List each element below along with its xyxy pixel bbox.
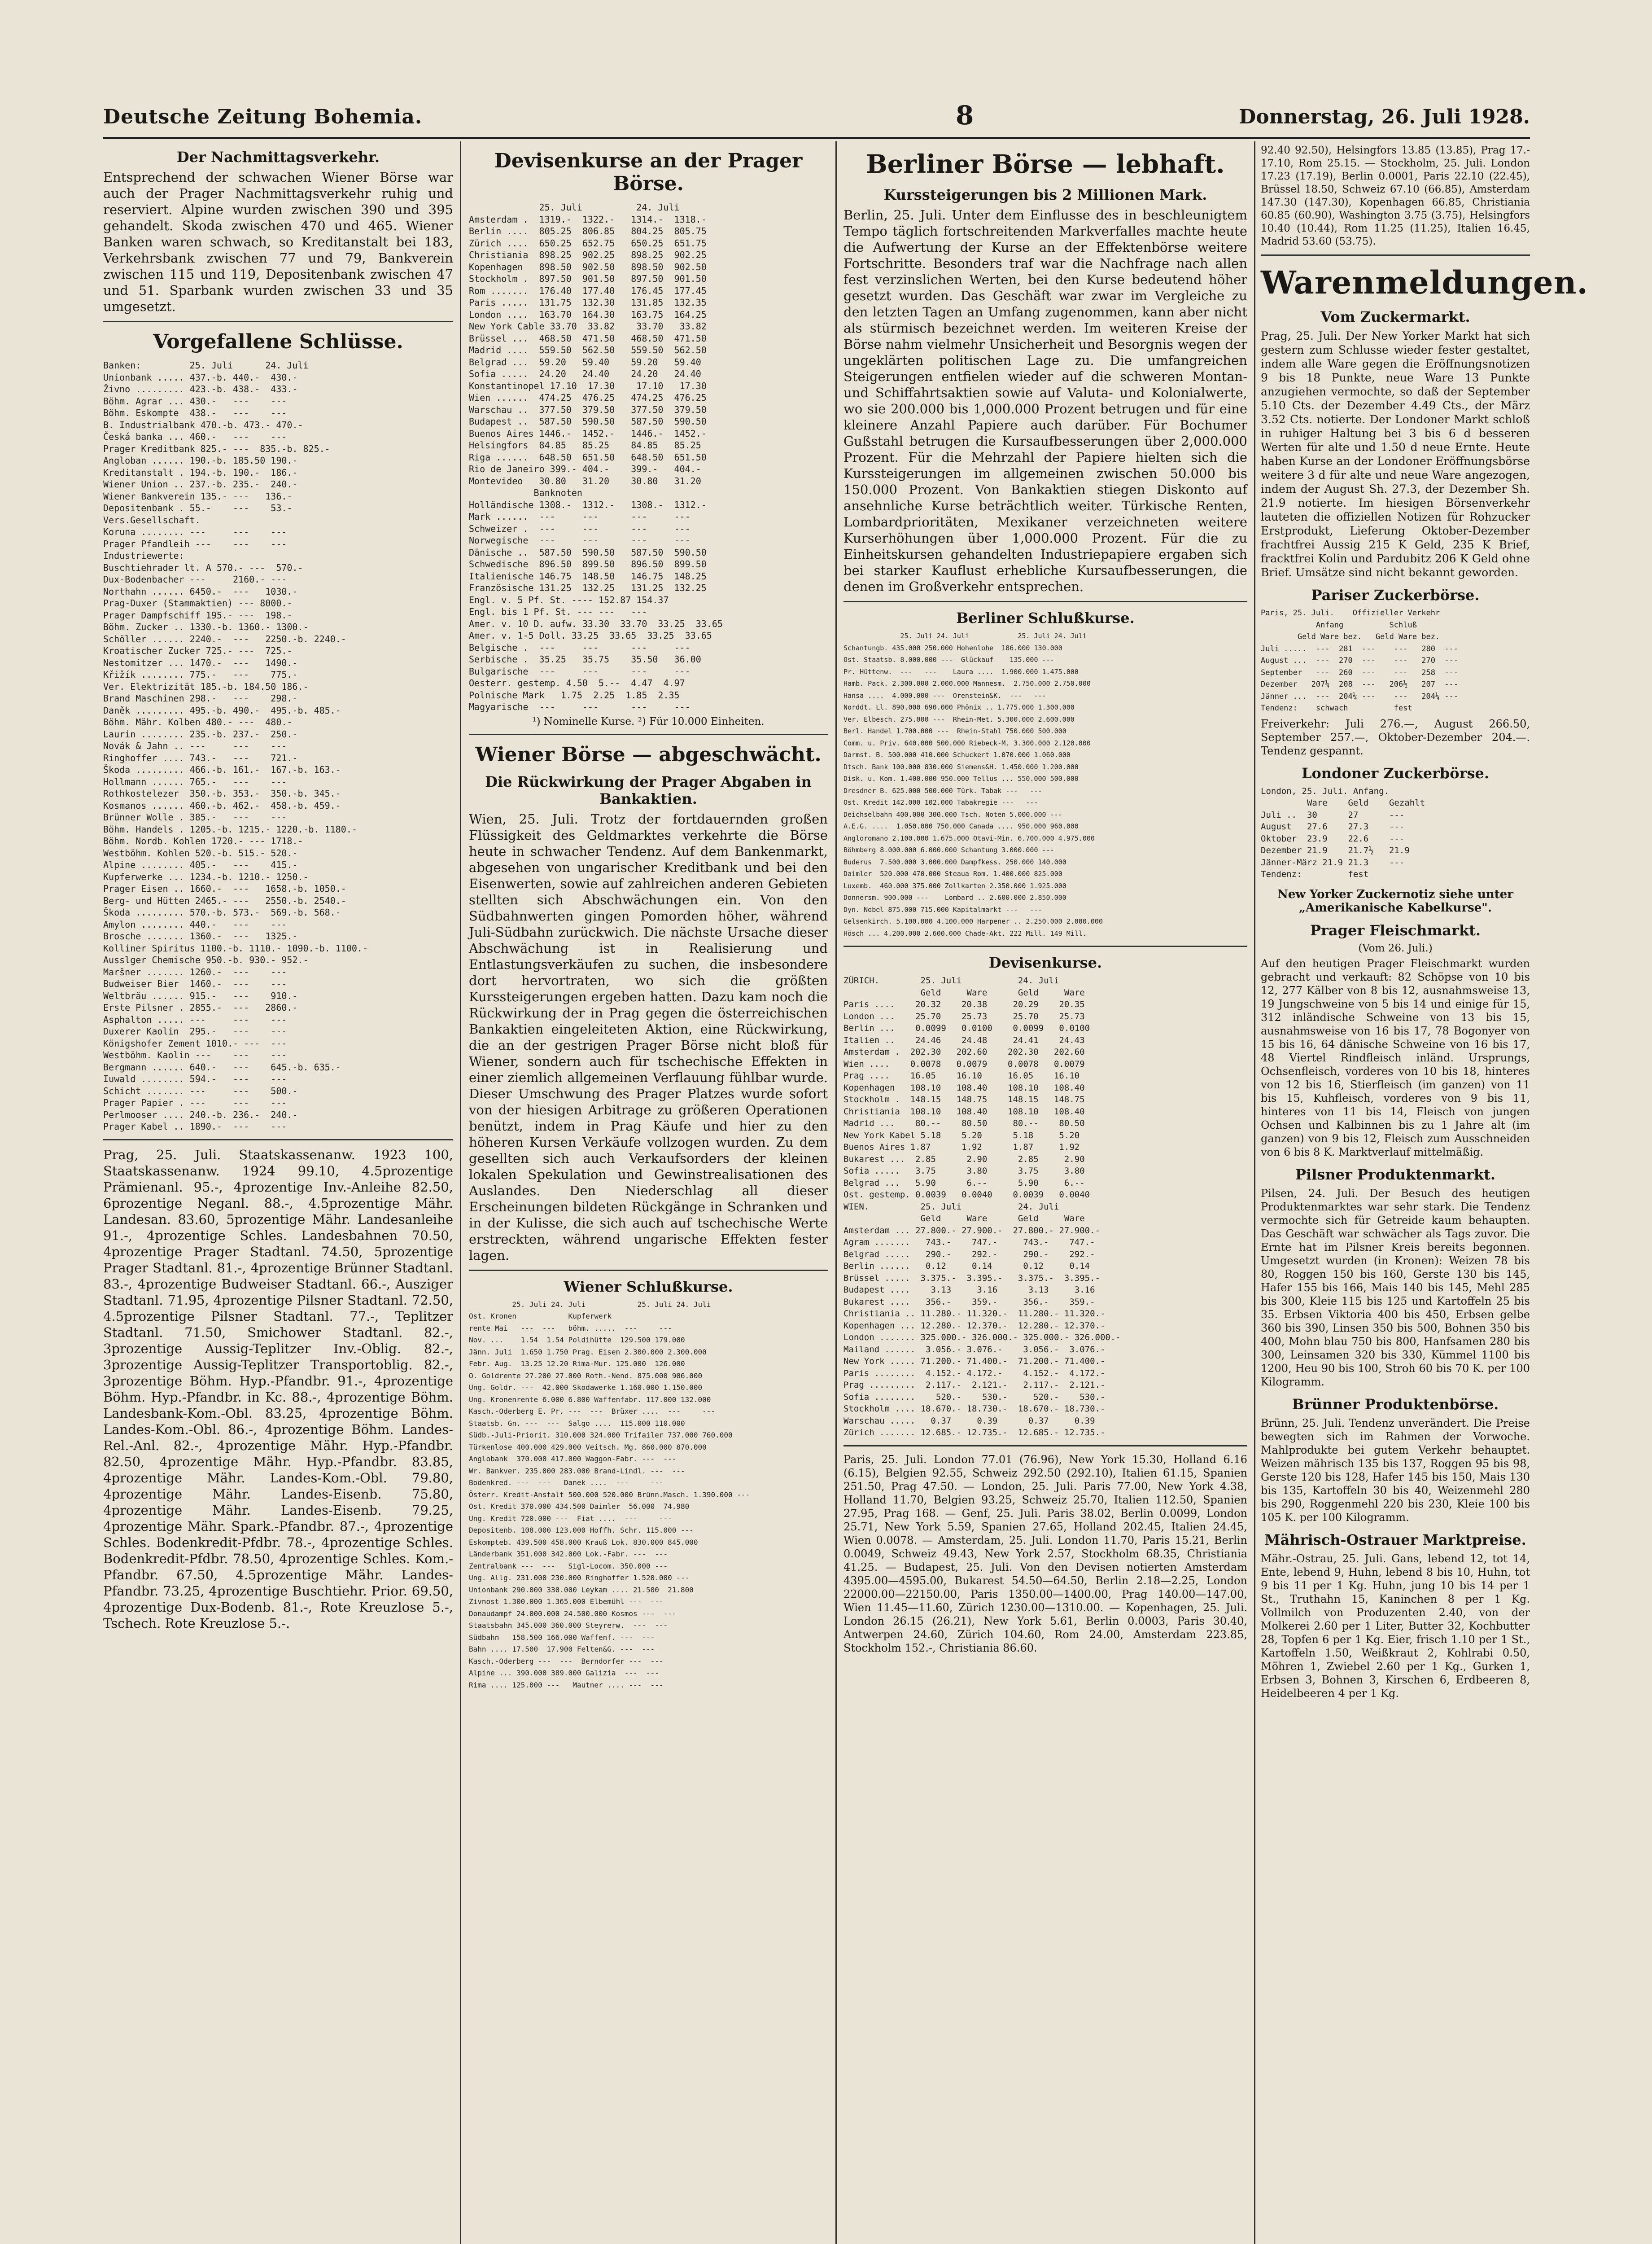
pilsner-article: Pilsen, 24. Juli. Der Besuch des heutigen Produktenmarktes war sehr stark. Die Tendenz vermochte sich für Getreide kaum behaupten. Das Geschäft war schwächer als Tags zuvor. Die Ernte hat im Pilsner Kreis bereits begonnen. Umgesetzt wurden (in Kronen): Weizen 78 bis 80, Roggen 150 bis 160, Gerste 130 bis 145, Hafer 155 bis 166, Mais 140 bis 145, Mehl 285 bis 300, Kleie 115 bis 125 und Kartoffeln 25 bis 35. Erbsen Viktoria 400 bis 450, Erbsen gelbe 360 bis 390, Linsen 350 bis 500, Bohnen 350 bis 400, Mohn blau 750 bis 800, Hanfsamen 280 bis 300, Leinsamen 320 bis 330, Kümmel 1100 bis 1200, Heu 90 bis 100, Stroh 60 bis 70 K. per 100 Kilogramm. — [1261, 1187, 1530, 1388]
newspaper-name: Deutsche Zeitung Bohemia. — [103, 105, 423, 128]
table-row: Ware Geld Gezahlt — [1261, 798, 1425, 808]
london-zucker-table — [1261, 785, 1530, 881]
schluesse-heading: Vorgefallene Schlüsse. — [153, 330, 403, 353]
table-row: Ringhoffer .... 743.- --- 721.- — [103, 752, 298, 763]
table-row: Alpine ... 390.000 389.000 Galizia --- --- — [469, 1669, 659, 1677]
table-row: Nov. ... 1.54 1.54 Poldihütte 129.500 179.000 — [469, 1336, 685, 1344]
table-row: August ... --- 270 --- --- 270 --- — [1261, 656, 1459, 665]
table-row: Türkenlose 400.000 429.000 Veitsch. Mg. 860.000 870.000 — [469, 1442, 707, 1451]
table-row: Brand Maschinen 298.- --- 298.- — [103, 693, 298, 704]
column-2 — [469, 141, 828, 2244]
table-row: Mark ...... --- --- --- --- — [469, 511, 691, 522]
stockholm-article: 92.40 92.50), Helsingfors 13.85 (13.85), Prag 17.- 17.10, Rom 25.15. — Stockholm, 25. Juli. London 17.23 (17.19), Berlin 0.0001, Paris 22.10 (22.45), Brüssel 18.50, Schweiz 67.10 (66.85), Amsterdam 147.30 (147.30), Kopenhagen 66.85, Christiania 60.85 (60.90), Washington 3.75 (3.75), Helsingfors 10.40 (10.44), Rom 11.25 (11.25), Italien 16.45, Madrid 53.60 (53.75). — [1261, 145, 1530, 247]
table-row: Berlin ...... 0.12 0.14 0.12 0.14 — [843, 1261, 1090, 1271]
table-row: Paris ..... 131.75 132.30 131.85 132.35 — [469, 297, 707, 308]
table-row: Ung. Goldr. --- 42.000 Skodawerke 1.160.000 1.150.000 — [469, 1383, 703, 1392]
table-row: Zürich .... 650.25 652.75 650.25 651.75 — [469, 237, 707, 249]
table-row: Westböhm. Kaolin --- --- --- — [103, 1050, 287, 1061]
table-row: Ost. Staatsb. 8.000.000 --- Glückauf 135.000 --- — [843, 656, 1054, 664]
table-row: Stockholm .... 18.670.- 18.730.- 18.670.- 18.730.- — [843, 1404, 1106, 1414]
table-row: Holländische 1308.- 1312.- 1308.- 1312.- — [469, 499, 707, 510]
table-row: Paris ........ 4.152.- 4.172.- 4.152.- 4.172.- — [843, 1368, 1106, 1378]
table-row: Dyn. Nobel 875.000 715.000 Kapitalmarkt --- --- — [843, 905, 1042, 914]
table-row: Rima .... 125.000 --- Mautner .... --- --- — [469, 1680, 664, 1689]
column-1 — [103, 141, 453, 2244]
pilsner-heading: Pilsner Produktenmarkt. — [1295, 1166, 1496, 1183]
table-row: Asphalton ..... --- --- --- — [103, 1014, 287, 1025]
table-row: Maršner ....... 1260.- --- --- — [103, 966, 287, 977]
table-row: Tendenz: schwach fest — [1261, 704, 1412, 713]
table-row: Schantungb. 435.000 250.000 Hohenlohe 186.000 130.000 — [843, 644, 1062, 652]
table-row: Amsterdam ... 27.800.- 27.900.- 27.800.- 27.900.- — [843, 1225, 1100, 1236]
table-row: Daimler 520.000 470.000 Steaua Rom. 1.400.000 825.000 — [843, 870, 1062, 878]
table-row: Brünner Wolle . 385.- --- --- — [103, 812, 287, 823]
table-row: Juli .. 30 27 --- — [1261, 810, 1405, 820]
table-row: Erste Pilsner . 2855.- --- 2860.- — [103, 1002, 298, 1013]
table-row: Iuwald ........ 594.- --- --- — [103, 1074, 287, 1084]
table-row: Kroatischer Zucker 725.- --- 725.- — [103, 645, 293, 656]
table-row: Hansa .... 4.000.000 --- Orenstein&K. --- --- — [843, 691, 1046, 700]
section-rule — [469, 734, 828, 735]
table-row: New York Cable 33.70 33.82 33.70 33.82 — [469, 321, 707, 332]
table-row: Ost. gestemp. 0.0039 0.0040 0.0039 0.0040 — [843, 1190, 1090, 1200]
table-row: Rom ....... 176.40 177.40 176.45 177.45 — [469, 285, 707, 296]
table-row: Buderus 7.500.000 3.000.000 Dampfkess. 250.000 140.000 — [843, 858, 1066, 866]
table-row: Depositenbank . 55.- --- 53.- — [103, 503, 293, 513]
zucker-article: Prag, 25. Juli. Der New Yorker Markt hat sich gestern zum Schlusse wieder fester gestaltet, indem alle Ware gegen die Eröffnungsnotizen 9 bis 18 Punkte, neue Ware 13 Punkte anzugiehen vermochte, so daß der September 5.10 Cts. der Dezember 4.49 Cts., der März 3.52 Cts. notierte. Der Londoner Markt schloß in ruhiger Haltung bei 3 bis 6 d besseren Werten für alte und 1.50 d neue Ernte. Heute haben Kurse an der Londoner Eröffnungsbörse weitere 3 d für alte und neue Ware angezogen, indem der August Sh. 27.3, der Dezember Sh. 21.9 notierte. Im hiesigen Börsenverkehr lauteten die offiziellen Notizen für Rohzucker Erstprodukt, Lieferung Oktober-Dezember frachtfrei Aussig 215 K Geld, 235 K Brief, fracktfrei Kolin und Pardubitz 206 K Geld ohne Brief. Umsätze sind nicht bekannt geworden. — [1261, 329, 1530, 579]
table-row: Dezember 21.9 21.7½ 21.9 — [1261, 846, 1410, 855]
table-row: Berg- und Hütten 2465.- --- 2550.-b. 2540.- — [103, 895, 346, 906]
bruenn-article: Brünn, 25. Juli. Tendenz unverändert. Die Preise bewegten sich im Rahmen der Vorwoche. Mahlprodukte bei gutem Verkehr behauptet. Weizen mährisch 135 bis 137, Roggen 95 bis 98, Gerste 120 bis 128, Hafer 145 bis 150, Mais 130 bis 135, Kartoffeln 30 bis 40, Weizenmehl 280 bis 290, Roggenmehl 220 bis 230, Kleie 100 bis 105 K. per 100 Kilogramm. — [1261, 1416, 1530, 1524]
table-row: Prager Kreditbank 825.- --- 835.-b. 825.- — [103, 443, 330, 454]
fleisch-heading: Prager Fleischmarkt. — [1310, 921, 1481, 939]
table-row: Staatsbahn 345.000 360.000 Steyrerw. --- --- — [469, 1621, 668, 1630]
table-row: Dux-Bodenbacher --- 2160.- --- — [103, 574, 287, 585]
column-divider — [835, 141, 837, 2244]
table-row: Hösch ... 4.200.000 2.600.000 Chade-Akt. 222 Mill. 149 Mill. — [843, 929, 1087, 938]
table-row: Mailand ...... 3.056.- 3.076.- 3.056.- 3.076.- — [843, 1344, 1106, 1354]
table-row: Hamb. Pack. 2.300.000 2.000.000 Mannesm. 2.750.000 2.750.000 — [843, 679, 1091, 688]
table-row: Warschau ..... 0.37 0.39 0.37 0.39 — [843, 1416, 1095, 1426]
table-row: Rothkostelezer 350.-b. 353.- 350.-b. 345.- — [103, 788, 341, 799]
wiener-heading: Wiener Börse — abgeschwächt. — [475, 743, 822, 766]
table-row: Dezember 207¼ 208 --- 206½ 207 --- — [1261, 680, 1459, 689]
table-row: Oktober 23.9 22.6 --- — [1261, 833, 1405, 844]
table-row: Engl. bis 1 Pf. St. --- --- --- — [469, 606, 647, 617]
table-row: Montevideo 30.80 31.20 30.80 31.20 — [469, 475, 701, 486]
zucker-heading: Vom Zuckermarkt. — [1320, 308, 1470, 325]
table-row: Depositenb. 108.000 123.000 Hoffh. Schr. 115.000 --- — [469, 1526, 694, 1534]
table-row: New York ..... 71.200.- 71.400.- 71.200.- 71.400.- — [843, 1356, 1106, 1366]
table-row: Agram ....... 743.- 747.- 743.- 747.- — [843, 1237, 1095, 1247]
table-row: Wr. Bankver. 235.000 283.000 Brand-Lindl. --- --- — [469, 1466, 685, 1475]
table-row: Kolliner Spiritus 1100.-b. 1110.- 1090.-b. 1100.- — [103, 942, 368, 954]
table-row: Jänner-März 21.9 21.3 --- — [1261, 857, 1405, 868]
table-row: Angloromano 2.100.000 1.675.000 Otavi-Min. 6.700.000 4.975.000 — [843, 834, 1095, 842]
table-row: Industriewerte: — [103, 550, 184, 561]
table-row: Budweiser Bier 1460.- --- --- — [103, 978, 287, 989]
wiener-schluss-table — [469, 1299, 828, 1692]
table-row: Vers.Gesellschaft. — [103, 514, 201, 526]
table-row: Ung. Allg. 231.000 230.000 Ringhoffer 1.520.000 --- — [469, 1573, 690, 1582]
table-row: Jänn. Juli 1.650 1.750 Prag. Eisen 2.300.000 2.300.000 — [469, 1347, 707, 1356]
table-row: Belgrad ... 5.90 6.-- 5.90 6.-- — [843, 1178, 1085, 1188]
table-row: Zivnost 1.300.000 1.365.000 Elbemühl --- --- — [469, 1597, 664, 1606]
table-row: 25. Juli 24. Juli 25. Juli 24. Juli — [469, 1300, 711, 1309]
table-row: Südb.-Juli-Priorit. 310.000 324.000 Trifailer 737.000 760.000 — [469, 1431, 733, 1439]
table-row: 25. Juli 24. Juli — [469, 202, 680, 213]
table-row: Duxerer Kaolin 295.- --- --- — [103, 1026, 287, 1037]
table-row: Buenos Aires 1446.- 1452.- 1446.- 1452.- — [469, 428, 707, 439]
bruenn-heading: Brünner Produktenbörse. — [1292, 1395, 1499, 1413]
devisen-table — [469, 202, 828, 713]
table-row: Laurin ........ 235.-b. 237.- 250.- — [103, 728, 298, 740]
table-row: Alpine ........ 405.- --- 415.- — [103, 859, 298, 870]
table-row: Zentralbank --- --- Sigl-Locom. 350.000 --- — [469, 1561, 668, 1570]
table-row: Bulgarische --- --- --- --- — [469, 666, 691, 677]
column-3 — [843, 141, 1247, 2244]
table-row: Prager Dampfschiff 195.- --- 198.- — [103, 609, 293, 621]
table-row: Amsterdam . 1319.- 1322.- 1314.- 1318.- — [469, 214, 707, 225]
table-row: Darmst. B. 500.000 410.000 Schuckert 1.070.000 1.060.000 — [843, 751, 1071, 759]
page-number: 8 — [956, 100, 974, 131]
table-row: London .... 163.70 164.30 163.75 164.25 — [469, 309, 707, 320]
table-row: Geld Ware bez. Geld Ware bez. — [1261, 632, 1440, 641]
table-row: Polnische Mark 1.75 2.25 1.85 2.35 — [469, 689, 680, 701]
table-row: Engl. v. 5 Pf. St. ---- 152.87 154.37 — [469, 594, 669, 605]
table-row: Angloban ...... 190.-b. 185.50 190.- — [103, 455, 298, 466]
nachmittag-heading: Der Nachmittagsverkehr. — [176, 149, 380, 166]
section-rule — [843, 1445, 1247, 1446]
table-row: Christiania .. 11.280.- 11.320.- 11.280.- 11.320.- — [843, 1309, 1106, 1319]
table-row: Kreditanstalt . 194.-b. 190.- 186.- — [103, 467, 298, 478]
table-row: Oesterr. gestemp. 4.50 5.-- 4.47 4.97 — [469, 678, 685, 688]
table-row: Buschtiehrader lt. A 570.- --- 570.- — [103, 562, 303, 573]
table-row: Norwegische --- --- --- --- — [469, 535, 691, 546]
table-row: Sofia ..... 24.20 24.40 24.20 24.40 — [469, 368, 701, 379]
table-row: B. Industrialbank 470.-b. 473.- 470.- — [103, 419, 303, 430]
table-row: Prag .... 16.05 16.10 16.05 16.10 — [843, 1071, 1080, 1081]
table-row: Prag-Duxer (Stammaktien) --- 8000.- — [103, 598, 293, 609]
table-row: Bukarest .... 356.- 359.- 356.- 359.- — [843, 1297, 1095, 1307]
table-row: Länderbank 351.000 342.000 Lok.-Fabr. --- --- — [469, 1550, 668, 1558]
table-row: Königshofer Zement 1010.- --- --- — [103, 1038, 287, 1049]
berlin-subheading: Kurssteigerungen bis 2 Millionen Mark. — [883, 186, 1207, 203]
table-row: WIEN. 25. Juli 24. Juli — [843, 1201, 1059, 1212]
table-row: Donaudampf 24.000.000 24.500.000 Kosmos --- --- — [469, 1609, 677, 1618]
column-4 — [1261, 141, 1588, 2244]
ostrau-article: Mähr.-Ostrau, 25. Juli. Gans, lebend 12, tot 14, Ente, lebend 9, Huhn, lebend 8 bis 10, Huhn, tot 9 bis 11 per 1 Kg. Huhn, jung 10 bis 14 per 1 St., Truthahn 15, Kaninchen 8 per 1 Kg. Vollmilch von Produzenten 2.40, von der Molkerei 2.60 per 1 Liter, Butter 32, Kochbutter 28, Topfen 6 per 1 Kg. Eier, frisch 1.10 per 1 St., Kartoffeln 1.50, Weißkraut 2, Kohlrabi 0.50, Möhren 1, Zwiebel 2.60 per 1 Kg., Gurken 1, Erbsen 3, Bohnen 3, Kirschen 6, Erdbeeren 8, Heidelbeeren 4 per 1 Kg. — [1261, 1552, 1530, 1700]
table-row: Französische 131.25 132.25 131.25 132.25 — [469, 583, 707, 593]
table-row: Norddt. Ll. 890.000 690.000 Phönix .. 1.775.000 1.300.000 — [843, 703, 1075, 711]
table-row: Banknoten — [469, 487, 582, 498]
table-row: Kasch.-Oderberg E. Pr. --- --- Brüxer .... --- --- — [469, 1407, 716, 1416]
table-row: Österr. Kredit-Anstalt 500.000 520.000 Brünn.Masch. 1.390.000 --- — [469, 1490, 750, 1499]
table-row: Westböhm. Kohlen 520.-b. 515.- 520.- — [103, 847, 298, 859]
table-row: Unionbank 290.000 330.000 Leykam .... 21.500 21.800 — [469, 1585, 694, 1594]
table-row: Česká banka ... 460.- --- --- — [103, 431, 287, 442]
table-row: Eskompteb. 439.500 458.000 Krauß Lok. 830.000 845.000 — [469, 1538, 698, 1547]
table-row: Ost. Kronen Kupferwerk — [469, 1312, 612, 1320]
table-row: Disk. u. Kom. 1.400.000 950.000 Tellus ... 550.000 500.000 — [843, 775, 1079, 783]
table-row: Paris .... 20.32 20.38 20.29 20.35 — [843, 999, 1085, 1009]
table-row: Berlin ... 0.0099 0.0100 0.0099 0.0100 — [843, 1023, 1090, 1033]
table-row: Riga ...... 648.50 651.50 648.50 651.50 — [469, 451, 707, 463]
table-row: Deichselbahn 400.000 300.000 Tsch. Noten 5.000.000 --- — [843, 810, 1062, 819]
table-row: Stockholm . 897.50 901.50 897.50 901.50 — [469, 273, 707, 284]
table-row: Pr. Hüttenw. --- --- Laura .... 1.900.000 1.475.000 — [843, 667, 1079, 676]
table-row: Ver. Elektrizität 185.-b. 184.50 186.- — [103, 681, 309, 692]
table-row: Ost. Kredit 142.000 102.000 Tabakregie --- --- — [843, 798, 1038, 806]
ny-zucker-note: New Yorker Zuckernotiz siehe unter „Amerikanische Kabelkurse". — [1277, 887, 1513, 915]
table-row: Daněk ......... 495.-b. 490.- 495.-b. 485.- — [103, 705, 341, 716]
table-row: Schwedische 896.50 899.50 896.50 899.50 — [469, 559, 707, 570]
table-row: Geld Ware Geld Ware — [843, 1214, 1085, 1223]
fleisch-date: (Vom 26. Juli.) — [1358, 942, 1433, 954]
page-header — [103, 96, 1530, 139]
table-row: Anglobank 370.000 417.000 Waggon-Fabr. --- --- — [469, 1455, 677, 1463]
table-row: Amer. v. 1-5 Doll. 33.25 33.65 33.25 33.65 — [469, 630, 712, 641]
table-row: Schweizer . --- --- --- --- — [469, 523, 691, 534]
table-row: Kopenhagen ... 12.280.- 12.370.- 12.280.- 12.370.- — [843, 1320, 1106, 1331]
table-row: Madrid ... 80.-- 80.50 80.-- 80.50 — [843, 1118, 1085, 1128]
table-row: O. Goldrente 27.200 27.000 Roth.-Nend. 875.000 906.000 — [469, 1371, 703, 1380]
table-row: Budapest .. 587.50 590.50 587.50 590.50 — [469, 416, 707, 427]
london-zucker-heading: Londoner Zuckerbörse. — [1301, 764, 1490, 782]
table-row: Prag ......... 2.117.- 2.121.- 2.117.- 2.121.- — [843, 1380, 1106, 1390]
table-row: Ver. Elbesch. 275.000 --- Rhein-Met. 5.300.000 2.600.000 — [843, 715, 1075, 723]
table-row: Unionbank ..... 437.-b. 440.- 430.- — [103, 372, 298, 383]
section-rule — [103, 1139, 453, 1140]
section-rule — [103, 321, 453, 322]
table-row: Kopenhagen 898.50 902.50 898.50 902.50 — [469, 261, 707, 272]
table-row: Juli ..... --- 281 --- --- 280 --- — [1261, 644, 1459, 653]
table-row: Warschau .. 377.50 379.50 377.50 379.50 — [469, 404, 707, 415]
table-row: Kupferwerke ... 1234.-b. 1210.- 1250.- — [103, 871, 309, 882]
ostrau-heading: Mährisch-Ostrauer Marktpreise. — [1264, 1531, 1526, 1548]
table-row: Prager Papier . --- --- --- — [103, 1097, 287, 1108]
section-rule — [1261, 254, 1530, 256]
table-row: Prager Eisen .. 1660.- --- 1658.-b. 1050.- — [103, 883, 346, 894]
table-row: Škoda ......... 466.-b. 161.- 167.-b. 163.- — [103, 764, 341, 775]
table-row: Belgrad ... 59.20 59.40 59.20 59.40 — [469, 356, 701, 368]
berlin-heading: Berliner Börse — lebhaft. — [866, 149, 1225, 179]
wiener-article: Wien, 25. Juli. Trotz der fortdauernden großen Flüssigkeit des Geldmarktes verkehrte die Börse heute in schwacher Tendenz. Auf dem Bankenmarkt, abgesehen von ungarischer Kreditbank und bei den Eisenwerten, sowie auf zahlreichen anderen Gebieten stellten sich Abschwächungen ein. Von den Südbahnwerten gingen Pomorden höher, während Juli-Südbahn zurückwich. Die nächste Ursache dieser Abschwächung ist in Realisierung und Entlastungsverkäufen zu suchen, die insbesondere dort hervortraten, wo sich die größten Kurssteigerungen ergeben hatten. Dazu kam noch die Rückwirkung der in Prag gegen die österreichischen Bankaktien eingeleiteten Aktion, eine Rückwirkung, die an der gestrigen Prager Börse nicht bloß für Wiener, sondern auch für tschechische Effekten in einer ziemlich allgemeinen Verflauung fühlbar wurde. Dieser Umschwung des Prager Platzes wurde sofort von der hiesigen Arbitrage zu größeren Operationen benützt, indem in Prag Käufe und hier zu den höheren Kursen Verkäufe vollzogen wurden. Zu dem gesellten sich auch Verkaufsorders der kleinen lokalen Spekulation und Gewinstrealisationen des Auslandes. Den Niederschlag all dieser Erscheinungen bildeten Rückgänge in Schranken und in der Kulisse, die sich auch auf tschechische Werte erstreckten, während ungarische Effekten fester lagen. — [469, 811, 828, 1263]
table-row: Perlmooser .... 240.-b. 236.- 240.- — [103, 1109, 298, 1120]
table-row: September --- 260 --- --- 258 --- — [1261, 668, 1459, 677]
table-row: London ... 25.70 25.73 25.70 25.73 — [843, 1011, 1085, 1021]
section-rule — [843, 601, 1247, 602]
table-row: Ung. Kronenrente 6.000 6.800 Waffenfabr. 117.000 132.000 — [469, 1395, 711, 1404]
table-row: Dresdner B. 625.000 500.000 Türk. Tabak --- --- — [843, 786, 1042, 795]
table-row: Novák & Jahn .. --- --- --- — [103, 741, 287, 751]
table-row: A.E.G. .... 1.050.000 750.000 Canada .... 950.000 960.000 — [843, 822, 1079, 830]
table-row: Bahn .... 17.500 17.900 Felten&G. --- --- — [469, 1645, 655, 1653]
table-row: Böhm. Agrar ... 430.- --- --- — [103, 395, 287, 407]
prag-bonds-article: Prag, 25. Juli. Staatskassenanw. 1923 100, Staatskassenanw. 1924 99.10, 4.5prozentige Prämienanl. 95.-, 4prozentige Inv.-Anleihe 82.50, 6prozentige Neganl. 88.-, 4.5prozentige Mähr. Landesan. 83.60, 5prozentige Mähr. Landesanleihe 91.-, 4prozentige Schles. Landesbahnen 70.50, 4prozentige Prager Stadtanl. 74.50, 5prozentige Prager Stadtanl. 81.-, 4prozentige Brünner Stadtanl. 83.-, 4prozentige Budweiser Stadtanl. 66.-, Ausziger Stadtanl. 71.95, 4prozentige Pilsner Stadtanl. 72.50, 4.5prozentige Pilsner Stadtanl. 77.-, Teplitzer Stadtanl. 71.50, Smichower Stadtanl. 82.-, 3prozentige Aussig-Teplitzer Inv.-Oblig. 82.-, 3prozentige Aussig-Teplitzer Transportoblig. 82.-, 3prozentige Böhm. Hyp.-Pfandbr. 91.-, 4prozentige Böhm. Hyp.-Pfandbr. in Kc. 88.-, 4prozentige Böhm. Landesbank-Kom.-Obl. 83.25, 4prozentige Böhm. Landes-Kom.-Obl. 86.-, 4prozentige Böhm. Landes-Rel.-Anl. 82.-, 4prozentige Mähr. Hyp.-Pfandbr. 82.50, 4prozentige Mähr. Hyp.-Pfandbr. 83.85, 4prozentige Mähr. Landes-Kom.-Obl. 79.80, 4prozentige Mähr. Landes-Eisenb. 75.80, 4prozentige Mähr. Landes-Eisenb. 79.25, 4prozentige Mähr. Spark.-Pfandbr. 87.-, 4prozentige Schles. Bodenkredit-Pfdbr. 78.-, 4prozentige Schles. Bodenkredit-Pfdbr. 78.50, 4prozentige Schles. Kom.-Pfandbr. 67.50, 4.5prozentige Mähr. Landes-Pfandbr. 73.25, 4prozentige Buschtiehr. Prior. 69.50, 4prozentige Dux-Bodenb. 81.-, Rote Kreuzlose 5.-, Tschech. Rote Kreuzlose 5.-. — [103, 1147, 453, 1631]
table-row: Serbische . 35.25 35.75 35.50 36.00 — [469, 654, 701, 665]
table-row: Banken: 25. Juli 24. Juli — [103, 360, 309, 371]
berlin-article: Berlin, 25. Juli. Unter dem Einflusse des in beschleunigtem Tempo täglich fortschreitenden Markverfalles machte heute die Aufwertung der Kurse an der Effektenbörse weitere Fortschritte. Besonders traf war die Nachfrage nach allen fest verzinslichen Werten, bei den Kurse bedeutend höher gesetzt wurden. Das Geschäft war zwar im Vergleiche zu den letzten Tagen an Umfang zugenommen, kann aber nicht als stürmisch bezeichnet werden. Im weiteren Kreise der Börse nahm vielmehr Unsicherheit und Besorgnis wegen der ungeklärten politischen Lage zu. Die umfangreichen Steigerungen entfielen wieder auf die schweren Montan- und Schiffahrtsaktien sowie auf Valuta- und Kolonialwerte, wo sie 200.000 bis 1,000.000 Prozent betrugen und für eine kleinere Anzahl Papiere auch darüber. Für Bochumer Gußstahl betrugen die Kursaufbesserungen über 2,000.000 Prozent. Für die Mehrzahl der Papiere hielten sich die Kurssteigerungen im allgemeinen zwischen 50.000 bis 150.000 Prozent. Von Bankaktien stiegen Diskonto auf ansehnliche Kurse beträchtlich weiter. Türkische Renten, Lombardprioritäten, Mexikaner verzeichneten weitere Kurserhöhungen über 1,000.000 Prozent. Für die zu Einheitskursen gehandelten Industriepapiere ergaben sich bei starker Kauflust erhebliche Kursaufbesserungen, die denen im Großverkehr entsprechen. — [843, 207, 1247, 594]
table-row: rente Mai --- --- böhm. ..... --- --- — [469, 1324, 672, 1332]
table-row: Paris, 25. Juli. Offizieller Verkehr — [1261, 609, 1440, 618]
table-row: Budapest .... 3.13 3.16 3.13 3.16 — [843, 1285, 1095, 1295]
table-row: Buenos Aires 1.87 1.92 1.87 1.92 — [843, 1142, 1080, 1152]
table-row: Kasch.-Oderberg --- --- Berndorfer --- --- — [469, 1657, 664, 1665]
table-row: Prager Pfandleih --- --- --- — [103, 538, 287, 549]
table-row: Ausslger Chemische 950.-b. 930.- 952.- — [103, 955, 309, 965]
table-row: Bukarest ... 2.85 2.90 2.85 2.90 — [843, 1154, 1085, 1164]
section-rule — [469, 1270, 828, 1271]
table-row: Konstantinopel 17.10 17.30 17.10 17.30 — [469, 380, 707, 391]
table-row: Dänische .. 587.50 590.50 587.50 590.50 — [469, 547, 707, 558]
table-row: Bergmann ...... 640.- --- 645.-b. 635.- — [103, 1061, 341, 1073]
table-row: Belgrad ..... 290.- 292.- 290.- 292.- — [843, 1249, 1095, 1259]
table-row: Zürich ....... 12.685.- 12.735.- 12.685.- 12.735.- — [843, 1428, 1106, 1438]
table-row: Berlin .... 805.25 806.85 804.25 805.75 — [469, 226, 707, 237]
table-row: Böhmberg 8.000.000 6.000.000 Schantung 3.000.000 --- — [843, 846, 1054, 854]
table-row: Comm. u. Priv. 640.000 500.000 Riebeck-M. 3.300.000 2.120.000 — [843, 739, 1091, 747]
table-row: 25. Juli 24. Juli 25. Juli 24. Juli — [843, 632, 1087, 640]
table-row: Böhm. Nordb. Kohlen 1720.- --- 1718.- — [103, 836, 303, 846]
table-row: Donnersm. 900.000 --- Lombard .. 2.600.000 2.850.000 — [843, 894, 1066, 902]
fleisch-article: Auf den heutigen Prager Fleischmarkt wurden gebracht und verkauft: 82 Schöpse von 10 bis 12, 277 Kälber von 8 bis 12, ausnahmsweise 13, 19 Jungschweine von 5 bis 14 und einige für 15, 312 inländische Schweine von 13 bis 15, ausnahmsweise von 16 bis 17, 78 Bogonyer von 15 bis 16, 64 dänische Schweine von 16 bis 17, 48 Viertel Rindfleisch inländ. Ursprungs, Ochsenfleisch, vorderes von 10 bis 18, hinteres von 12 bis 16, Stierfleisch (im ganzen) von 11 bis 15, Kuhfleisch, vorderes von 9 bis 11, hinteres von 11 bis 14, Fleisch von jungen Ochsen und Kalbinnen bis zu 1 Jahre alt (im ganzen) von 9 bis 12, Fleisch zum Ausschneiden von 6 bis 8 K. Marktverlauf mittelmäßig. — [1261, 957, 1530, 1158]
table-row: Berl. Handel 1.700.000 --- Rhein-Stahl 750.000 500.000 — [843, 727, 1066, 735]
table-row: Stockholm . 148.15 148.75 148.15 148.75 — [843, 1095, 1085, 1104]
table-row: Bodenkred. --- --- Danek .... --- --- — [469, 1478, 664, 1487]
table-row: Helsingfors 84.85 85.25 84.85 85.25 — [469, 440, 701, 451]
table-row: Amylon ........ 440.- --- --- — [103, 919, 287, 930]
table-row: Magyarische --- --- --- --- — [469, 701, 691, 712]
column-divider — [460, 141, 461, 2244]
table-row: Dtsch. Bank 100.000 830.000 Siemens&H. 1.450.000 1.200.000 — [843, 763, 1079, 771]
table-row: Christiania 898.25 902.25 898.25 902.25 — [469, 250, 707, 260]
table-row: Wien ...... 474.25 476.25 474.25 476.25 — [469, 392, 707, 403]
table-row: Hollmann ...... 765.- --- --- — [103, 776, 287, 787]
table-row: Škoda ......... 570.-b. 573.- 569.-b. 568.- — [103, 907, 341, 918]
table-row: Böhm. Mähr. Kolben 480.- --- 480.- — [103, 717, 293, 728]
devisen-footnote: ¹) Nominelle Kurse. ²) Für 10.000 Einheiten. — [532, 715, 765, 728]
paris-zucker-heading: Pariser Zuckerbörse. — [1311, 587, 1480, 604]
table-row: Kosmanos ...... 460.-b. 462.- 458.-b. 459.- — [103, 800, 341, 811]
table-row: Wiener Union .. 237.-b. 235.- 240.- — [103, 479, 298, 490]
table-row: Jänner ... --- 204¼ --- --- 204¼ --- — [1261, 692, 1459, 701]
table-row: ZÜRICH. 25. Juli 24. Juli — [843, 976, 1059, 986]
wiener-schluss-heading: Wiener Schlußkurse. — [564, 1278, 733, 1295]
paris-zucker-table — [1261, 607, 1530, 714]
table-row: Amer. v. 10 D. aufw. 33.30 33.70 33.25 33.65 — [469, 618, 723, 629]
berlin-schluss-table — [843, 630, 1247, 939]
berlin-schluss-heading: Berliner Schlußkurse. — [956, 609, 1135, 627]
nachmittag-article: Entsprechend der schwachen Wiener Börse war auch der Prager Nachmittagsverkehr ruhig und reserviert. Alpine wurden zwischen 390 und 395 gehandelt. Skoda zwischen 470 und 465. Wiener Banken waren schwach, so Kreditanstalt bei 183, Verkehrsbank zwischen 77 und 79, Bankverein zwischen 115 und 119, Depositenbank zwischen 47 und 51. Sparbank wurden zwischen 33 und 35 umgesetzt. — [103, 170, 453, 314]
table-row: Febr. Aug. 13.25 12.20 Rima-Mur. 125.000 126.000 — [469, 1359, 685, 1368]
table-row: Italienische 146.75 148.50 146.75 148.25 — [469, 570, 707, 582]
table-row: Wien .... 0.0078 0.0079 0.0078 0.0079 — [843, 1059, 1085, 1069]
table-row: Italien .. 24.46 24.48 24.41 24.43 — [843, 1035, 1085, 1045]
waren-heading: Warenmeldungen. — [1261, 264, 1588, 301]
column-divider — [1254, 141, 1255, 2244]
table-row: Brüssel ... 468.50 471.50 468.50 471.50 — [469, 333, 707, 344]
table-row: Schicht ....... --- --- 500.- — [103, 1085, 298, 1096]
issue-date: Donnerstag, 26. Juli 1928. — [1239, 105, 1530, 128]
table-row: Böhm. Eskompte 438.- --- --- — [103, 408, 287, 418]
table-row: Ung. Kredit 720.000 --- Fiat .... --- --- — [469, 1514, 672, 1523]
table-row: Prager Kabel .. 1890.- --- --- — [103, 1121, 287, 1132]
table-row: Wiener Bankverein 135.- --- 136.- — [103, 491, 293, 502]
table-row: Tendenz: fest — [1261, 869, 1369, 879]
paris-freiverkehr: Freiverkehr: Juli 276.—, August 266.50, September 257.—, Oktober-Dezember 204.—. Tendenz gespannt. — [1261, 717, 1530, 757]
table-row: Amsterdam . 202.30 202.60 202.30 202.60 — [843, 1047, 1085, 1057]
table-row: Sofia ........ 520.- 530.- 520.- 530.- — [843, 1392, 1106, 1402]
devisen-zurich-wien-table — [843, 975, 1247, 1439]
table-row: Schöller ...... 2240.- --- 2250.-b. 2240.- — [103, 633, 346, 644]
table-row: Kopenhagen 108.10 108.40 108.10 108.40 — [843, 1083, 1085, 1093]
table-row: Ost. Kredit 370.000 434.500 Daimler 56.000 74.980 — [469, 1502, 690, 1511]
wiener-subheading: Die Rückwirkung der Prager Abgaben in Bankaktien. — [485, 773, 812, 807]
table-row: August 27.6 27.3 --- — [1261, 822, 1405, 832]
devisen-zurich-heading: Devisenkurse. — [988, 954, 1102, 971]
table-row: Belgische . --- --- --- --- — [469, 642, 691, 653]
table-row: Živno ......... 423.-b. 438.- 433.- — [103, 384, 298, 394]
table-row: New York Kabel 5.18 5.20 5.18 5.20 — [843, 1130, 1080, 1140]
devisen-heading: Devisenkurse an der Prager Börse. — [494, 149, 803, 195]
section-rule — [843, 946, 1247, 947]
table-row: London ....... 325.000.- 326.000.- 325.000.- 326.000.- — [843, 1332, 1121, 1342]
table-row: Luxemb. 460.000 375.000 Zollkarten 2.350.000 1.925.000 — [843, 881, 1066, 890]
table-row: Křižík ........ 775.- --- 775.- — [103, 669, 298, 680]
table-row: Anfang Schluß — [1261, 620, 1417, 630]
table-row: Christiania 108.10 108.40 108.10 108.40 — [843, 1106, 1085, 1117]
table-row: Böhm. Zucker .. 1330.-b. 1360.- 1300.- — [103, 622, 309, 632]
foreign-exchange-article: Paris, 25. Juli. London 77.01 (76.96), New York 15.30, Holland 6.16 (6.15), Belgien 92.55, Schweiz 292.50 (292.10), Italien 61.15, Spanien 251.50, Prag 47.50. — London, 25. Juli. Paris 77.00, New York 4.38, Holland 11.70, Belgien 93.25, Schweiz 25.70, Italien 112.50, Spanien 27.95, Prag 168. — Genf, 25. Juli. Paris 38.02, Berlin 0.0099, London 25.71, New York 5.59, Spanien 27.65, Holland 202.45, Italien 24.45, Wien 0.0078. — Amsterdam, 25. Juli. London 11.70, Paris 15.21, Berlin 0.0049, Schweiz 49.43, New York 2.57, Stockholm 68.35, Christiania 41.25. — Budapest, 25. Juli. Von den Devisen notierten Amsterdam 4395.00—4595.00, Bukarest 54.50—64.50, Berlin 2.18—2.25, London 22000.00—22150.00, Paris 1350.00—1400.00, Prag 140.00—147.00, Wien 11.45—11.60, Zürich 1230.00—1310.00. — Kopenhagen, 25. Juli. London 26.15 (26.21), New York 5.61, Berlin 0.0003, Paris 30.40, Antwerpen 24.60, Zürich 104.60, Rom 24.00, Amsterdam 223.85, Stockholm 152.-, Christiania 86.60. — [843, 1453, 1247, 1654]
table-row: Brüssel ..... 3.375.- 3.395.- 3.375.- 3.395.- — [843, 1273, 1100, 1283]
table-row: Nestomitzer ... 1470.- --- 1490.- — [103, 657, 298, 668]
table-row: Madrid .... 559.50 562.50 559.50 562.50 — [469, 345, 707, 355]
table-row: Rio de Janeiro 399.- 404.- 399.- 404.- — [469, 464, 701, 474]
table-row: Gelsenkirch. 5.100.000 4.100.000 Harpener .. 2.250.000 2.000.000 — [843, 917, 1103, 925]
table-row: Staatsb. Gn. --- --- Salgo .... 115.000 110.000 — [469, 1419, 685, 1428]
table-row: Koruna ........ --- --- --- — [103, 526, 287, 537]
table-row: Weltbräu ...... 915.- --- 910.- — [103, 990, 298, 1001]
table-row: Northahn ...... 6450.- --- 1030.- — [103, 586, 298, 597]
schluesse-table — [103, 359, 453, 1133]
table-row: Böhm. Handels . 1205.-b. 1215.- 1220.-b. 1180.- — [103, 824, 357, 835]
table-row: Südbahn 158.500 166.000 Waffenf. --- --- — [469, 1633, 655, 1642]
table-row: Geld Ware Geld Ware — [843, 987, 1085, 998]
table-row: Brosche ....... 1360.- --- 1325.- — [103, 931, 298, 942]
table-row: London, 25. Juli. Anfang. — [1261, 786, 1389, 796]
table-row: Sofia ..... 3.75 3.80 3.75 3.80 — [843, 1166, 1085, 1176]
